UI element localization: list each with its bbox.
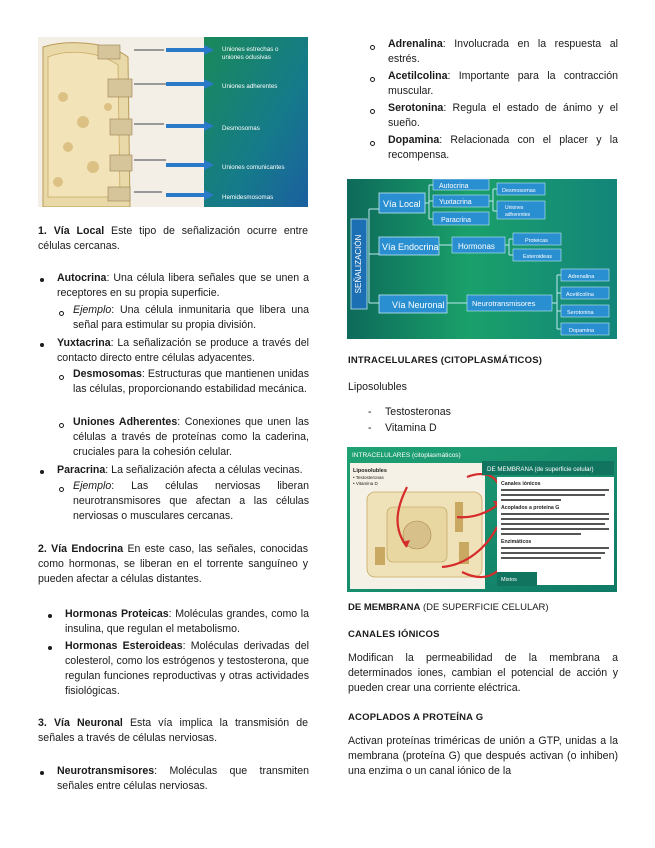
sub-bullet-icon [59, 423, 64, 428]
receptores-illustration [347, 447, 617, 592]
via-local-title: 1. Vía Local [38, 225, 105, 237]
fig3-acoplados: Acoplados a proteína G [501, 505, 560, 511]
bullet-icon [48, 646, 52, 650]
bullet-icon [40, 771, 44, 775]
diagram-dopamina: Dopamina [569, 328, 595, 334]
item-neurotransmisores: Neurotransmisores: Moléculas que transmiten señales entre células nerviosas. [57, 765, 309, 792]
fig3-lipo-1: • Testosteronas [353, 475, 384, 480]
section-via-neuronal: 3. Vía Neuronal Esta vía implica la transmisión de señales a través de células nerviosas. [38, 717, 308, 744]
sub-bullet-icon [59, 487, 64, 492]
junction-label-2: Uniones adherentes [222, 83, 278, 90]
item-paracrina: Paracrina: La señalización afecta a células vecinas. [57, 464, 303, 476]
fig3-membrana: DE MEMBRANA (de superficie celular) [487, 466, 594, 473]
item-autocrina: Autocrina: Una célula libera señales que se unen a receptores en su propia superficie. [57, 272, 309, 299]
fig3-lipo-2: • Vitamina D [353, 481, 378, 486]
diagram-uniones-1: Uniones [505, 205, 524, 211]
vitamina-d-label: Vitamina D [385, 422, 437, 434]
fig3-liposolubles: Liposolubles [353, 468, 387, 474]
bullet-icon [40, 343, 44, 347]
sub-bullet-icon [370, 109, 375, 114]
diagram-via-neuronal: Vía Neuronal [392, 300, 445, 310]
diagram-serotonina: Serotonina [567, 310, 594, 316]
diagram-root: SEÑALIZACIÓN [354, 234, 363, 294]
receptores-figure [347, 447, 617, 592]
diagram-adrenalina: Adrenalina [568, 274, 595, 280]
diagram-paracrina: Paracrina [441, 217, 471, 224]
item-adrenalina: Adrenalina: Involucrada en la respuesta al estrés. [388, 38, 618, 65]
bullet-icon [40, 470, 44, 474]
item-serotonina: Serotonina: Regula el estado de ánimo y el sueño. [388, 102, 618, 129]
bullet-icon [48, 614, 52, 618]
diagram-autocrina: Autocrina [439, 183, 469, 190]
diagram-neurotransmisores: Neurotransmisores [472, 299, 536, 308]
fig3-title: INTRACELULARES (citoplasmáticos) [352, 452, 461, 459]
cell-junctions-illustration [38, 37, 308, 207]
liposolubles-label: Liposolubles [348, 381, 407, 393]
acoplados-heading: ACOPLADOS A PROTEÍNA G [348, 712, 484, 723]
sub-bullet-icon [59, 311, 64, 316]
diagram-esteroideas: Esteroideas [523, 254, 553, 260]
dash-icon: - [368, 422, 372, 434]
fig3-mixtos: Mixtos [501, 577, 517, 583]
diagram-desmosomas: Desmosomas [502, 188, 536, 194]
sub-bullet-icon [370, 45, 375, 50]
sub-bullet-icon [59, 375, 64, 380]
cell-junctions-figure [38, 37, 308, 207]
diagram-proteicas: Proteicas [525, 238, 548, 244]
sub-bullet-icon [370, 141, 375, 146]
diagram-uniones-2: adherentes [505, 212, 531, 218]
junction-label-1a: Uniones estrechas o [222, 46, 279, 53]
diagram-yuxtacrina: Yuxtacrina [439, 199, 472, 206]
testosteronas-label: Testosteronas [385, 406, 451, 418]
item-yuxtacrina: Yuxtacrina: La señalización se produce a través del contacto directo entre células adyacentes. [57, 337, 309, 364]
diagram-acetilcolina: Acetilcolina [566, 292, 594, 298]
diagram-via-endocrina: Vía Endocrina [382, 242, 439, 252]
item-acetilcolina: Acetilcolina: Importante para la contracción muscular. [388, 70, 618, 97]
canales-heading: CANALES IÓNICOS [348, 629, 440, 640]
item-dopamina: Dopamina: Relacionada con el placer y la recompensa. [388, 134, 618, 161]
junction-label-1b: uniones oclusivas [222, 54, 271, 61]
canales-text: Modifican la permeabilidad de la membrana a determinados iones, cambian el potencial de acción y pueden crear una corriente eléctrica. [348, 652, 618, 694]
fig3-canales: Canales iónicos [501, 481, 541, 487]
section-via-local [38, 224, 308, 254]
acoplados-text: Activan proteínas triméricas de unión a GTP, unidas a la membrana (proteína G) que después activan (o inhiben) una enzima o un canal iónico de la [348, 735, 618, 777]
junction-label-3: Desmosomas [222, 125, 260, 132]
item-paracrina-ejemplo: Ejemplo: Las células nerviosas liberan neurotransmisores que afectan a las células nerviosas o musculares cercanas. [73, 480, 309, 522]
senalizacion-diagram-svg [347, 179, 617, 339]
sub-bullet-icon [370, 77, 375, 82]
fig3-enzimaticos: Enzimáticos [501, 539, 532, 545]
bullet-icon [40, 278, 44, 282]
via-local-text: Este tipo de señalización ocurre entre células cercanas. [38, 225, 308, 252]
item-uniones-adherentes: Uniones Adherentes: Conexiones que unen las células a través de proteínas como la caderina, cruciales para la cohesión celular. [73, 416, 310, 458]
item-desmosomas: Desmosomas: Estructuras que mantienen unidas las células, proporcionando estabilidad mecánica. [73, 368, 309, 395]
intracelulares-heading: INTRACELULARES (CITOPLASMÁTICOS) [348, 355, 543, 366]
diagram-hormonas: Hormonas [458, 242, 495, 251]
item-hormonas-proteicas: Hormonas Proteicas: Moléculas grandes, como la insulina, que regulan el metabolismo. [65, 608, 309, 635]
section-via-endocrina: 2. Vía Endocrina En este caso, las señales, conocidas como hormonas, se liberan en el torrente sanguíneo y pueden afectar a células distantes. [38, 543, 308, 585]
item-hormonas-esteroideas: Hormonas Esteroideas: Moléculas derivadas del colesterol, como los estrógenos y testosterona, que regulan funciones reproductivas y otras actividades fisiológicas. [65, 640, 309, 697]
diagram-via-local: Vía Local [383, 199, 421, 209]
item-autocrina-ejemplo: Ejemplo: Una célula inmunitaria que libera una señal para estimular su propia división. [73, 304, 309, 331]
junction-label-4: Uniones comunicantes [222, 164, 285, 171]
membrana-heading: DE MEMBRANA (DE SUPERFICIE CELULAR) [348, 602, 549, 613]
dash-icon: - [368, 406, 372, 418]
senalizacion-diagram [347, 179, 617, 339]
junction-label-5: Hemidesmosomas [222, 194, 274, 201]
